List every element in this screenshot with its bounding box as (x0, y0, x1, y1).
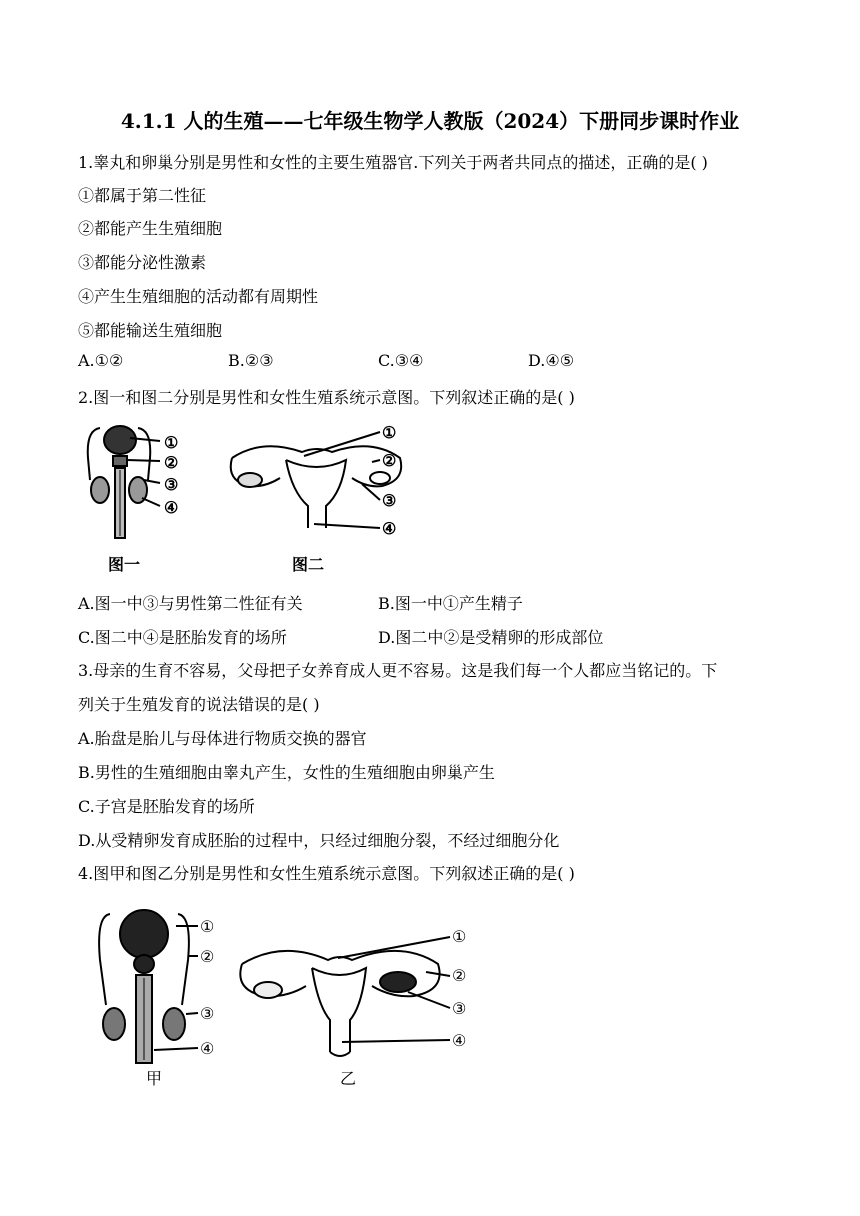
q2-male-label: ① (164, 433, 179, 452)
q2-stem: 2.图一和图二分别是男性和女性生殖系统示意图。下列叙述正确的是( ) (78, 388, 575, 407)
q3-stem-line1: 3.母亲的生育不容易，父母把子女养育成人更不容易。这是我们每一个人都应当铭记的。下 (78, 661, 718, 680)
q2-fig2-caption: 图二 (292, 555, 325, 574)
q4-female-label: ② (452, 966, 467, 985)
q3-option-a: A.胎盘是胎儿与母体进行物质交换的器官 (78, 729, 367, 748)
q2-option-d: D.图二中②是受精卵的形成部位 (378, 628, 604, 647)
q3-stem-line2: 列关于生殖发育的说法错误的是( ) (78, 695, 320, 714)
q4-stem: 4.图甲和图乙分别是男性和女性生殖系统示意图。下列叙述正确的是( ) (78, 864, 575, 883)
q2-option-a: A.图一中③与男性第二性征有关 (78, 594, 303, 613)
q2-fig1-caption: 图一 (108, 555, 141, 574)
q2-male-label: ④ (164, 498, 179, 517)
q4-female-label: ④ (452, 1031, 467, 1050)
q2-male-label: ② (164, 453, 179, 472)
q1-option-b: B.②③ (228, 351, 274, 370)
q1-item: ②都能产生生殖细胞 (78, 219, 223, 238)
q1-item: ③都能分泌性激素 (78, 253, 207, 272)
q3-option-c: C.子宫是胚胎发育的场所 (78, 797, 255, 816)
q3-option-d: D.从受精卵发育成胚胎的过程中，只经过细胞分裂，不经过细胞分化 (78, 831, 560, 850)
q4-fig1-caption: 甲 (146, 1069, 163, 1088)
q4-male-label: ① (200, 917, 215, 936)
q2-male-label: ③ (164, 475, 179, 494)
q2-option-c: C.图二中④是胚胎发育的场所 (78, 628, 287, 647)
page-title: 4.1.1 人的生殖——七年级生物学人教版（2024）下册同步课时作业 (120, 109, 740, 133)
q4-male-label: ③ (200, 1004, 215, 1023)
q2-option-b: B.图一中①产生精子 (378, 594, 523, 613)
q1-option-c: C.③④ (378, 351, 424, 370)
q2-female-label: ③ (382, 491, 397, 510)
q1-stem: 1.睾丸和卵巢分别是男性和女性的主要生殖器官.下列关于两者共同点的描述，正确的是( ) (78, 153, 708, 172)
q3-option-b: B.男性的生殖细胞由睾丸产生，女性的生殖细胞由卵巢产生 (78, 763, 495, 782)
q4-female-label: ① (452, 927, 467, 946)
q1-item: ⑤都能输送生殖细胞 (78, 321, 223, 340)
q1-item: ①都属于第二性征 (78, 186, 207, 205)
q4-male-label: ② (200, 947, 215, 966)
q4-fig2-caption: 乙 (340, 1069, 357, 1088)
q2-male-diagram (80, 418, 190, 578)
q2-female-label: ① (382, 423, 397, 442)
q1-option-a: A.①② (78, 351, 124, 370)
q4-female-diagram (232, 920, 482, 1088)
q4-male-label: ④ (200, 1039, 215, 1058)
q1-item: ④产生生殖细胞的活动都有周期性 (78, 287, 319, 306)
q2-female-diagram (222, 418, 412, 578)
q4-female-label: ③ (452, 999, 467, 1018)
q1-option-d: D.④⑤ (528, 351, 575, 370)
q4-male-diagram (92, 900, 232, 1090)
q2-female-label: ② (382, 451, 397, 470)
q2-female-label: ④ (382, 519, 397, 538)
